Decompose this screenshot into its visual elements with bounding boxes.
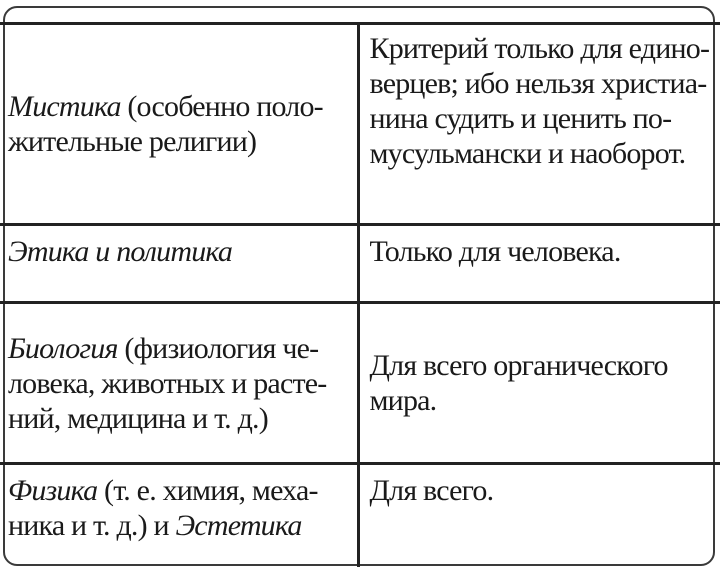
- scope-text: Для всего.: [370, 474, 494, 507]
- domain-text: (физиология че-: [118, 332, 319, 365]
- scope-text: мусульмански и наоборот.: [370, 137, 686, 170]
- table-row: [0, 225, 720, 303]
- row-scope-cell: [358, 303, 720, 464]
- table-row: [0, 464, 720, 567]
- domain-text: ника и т. д.) и: [8, 509, 175, 542]
- domain-text: ловека, животных и расте-: [8, 367, 326, 400]
- domain-term: Мистика: [8, 90, 121, 123]
- domain-text: ний, медицина и т. д.): [8, 402, 268, 435]
- domain-term: Физика: [8, 474, 97, 507]
- row-scope-cell: [358, 225, 720, 303]
- scope-text: Только для человека.: [370, 235, 621, 268]
- table-row: [0, 24, 720, 225]
- domain-term: Биология: [8, 332, 118, 365]
- row-scope-cell: [358, 464, 720, 567]
- row-domain-cell: [0, 303, 358, 464]
- row-domain-cell: [0, 225, 358, 303]
- scope-text: Критерий только для едино-: [370, 32, 710, 65]
- domain-text: (т. е. химия, меха-: [97, 474, 317, 507]
- row-domain-cell: [0, 24, 358, 225]
- row-domain-cell: [0, 464, 358, 567]
- domain-text: (особенно поло-: [121, 90, 323, 123]
- domain-term: Этика и политика: [8, 235, 232, 268]
- scope-text: Для всего органического: [370, 349, 668, 382]
- scope-text: мира.: [370, 384, 437, 417]
- criteria-table: [0, 22, 720, 567]
- table-row: [0, 303, 720, 464]
- domain-term: Эстетика: [175, 509, 301, 542]
- scope-text: нина судить и ценить по-: [370, 102, 672, 135]
- row-scope-cell: [358, 24, 720, 225]
- scope-text: верцев; ибо нельзя христиа-: [370, 67, 707, 100]
- domain-text: жительные религии): [8, 125, 256, 158]
- criteria-table-container: [0, 22, 720, 540]
